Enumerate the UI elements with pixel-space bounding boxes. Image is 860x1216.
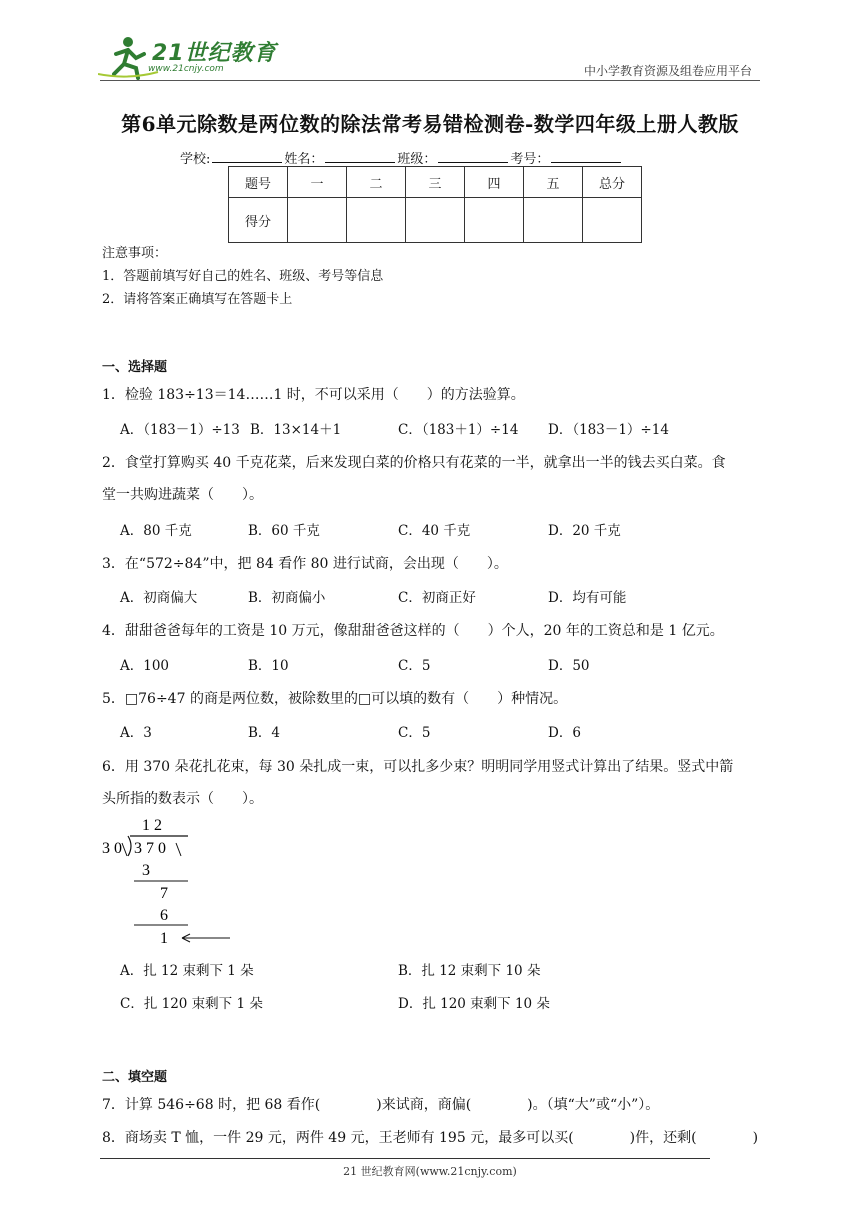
score-header-cell: 五 [524, 167, 583, 198]
score-cell[interactable] [288, 198, 347, 243]
division-quotient: 1 2 [142, 817, 162, 834]
class-label: 班级： [397, 152, 437, 167]
question-6-stem-line2: 头所指的数表示（ ）。 [102, 791, 263, 807]
division-step3: 6 [160, 907, 168, 924]
footer-divider [100, 1158, 710, 1159]
name-blank[interactable] [325, 150, 395, 163]
score-header-cell: 三 [406, 167, 465, 198]
logo-url: www.21cnjy.com [148, 64, 224, 74]
name-label: 姓名： [284, 152, 324, 167]
question-7-stem: 7．计算 546÷68 时，把 68 看作( )来试商，商偏( )。（填“大”或“小”）。 [102, 1097, 660, 1113]
exam-no-label: 考号： [510, 152, 550, 167]
header-divider [100, 80, 760, 81]
division-dividend: 3 7 0 [134, 840, 166, 857]
school-label: 学校: [180, 152, 211, 167]
section-heading-fill: 二、填空题 [102, 1070, 168, 1085]
division-step1: 3 [142, 862, 150, 879]
question-3-option-b[interactable]: B．初商偏小 [248, 590, 326, 606]
score-header-cell: 总分 [583, 167, 642, 198]
question-4-option-c[interactable]: C．5 [398, 658, 431, 674]
student-info-line [180, 148, 623, 167]
question-3-stem: 3．在“572÷84”中，把 84 看作 80 进行试商，会出现（ ）。 [102, 556, 508, 572]
question-2-option-c[interactable]: C．40 千克 [398, 523, 471, 539]
dividend-zero-strike [176, 843, 181, 856]
page-title: 第6单元除数是两位数的除法常考易错检测卷-数学四年级上册人教版 [121, 112, 739, 136]
question-2-option-d[interactable]: D．20 千克 [548, 523, 621, 539]
question-1-option-d[interactable]: D．（183－1）÷14 [548, 422, 669, 438]
question-1-option-a[interactable]: A．（183－1）÷13 [120, 422, 240, 438]
question-3-option-a[interactable]: A．初商偏大 [120, 590, 198, 606]
division-step2: 7 [160, 885, 168, 902]
score-cell[interactable] [583, 198, 642, 243]
notes-item: 1．答题前填写好自己的姓名、班级、考号等信息 [102, 269, 384, 284]
score-cell[interactable] [406, 198, 465, 243]
question-1-option-c[interactable]: C．（183＋1）÷14 [398, 422, 519, 438]
score-table-header-row [229, 167, 642, 198]
score-cell[interactable] [347, 198, 406, 243]
score-header-cell: 一 [288, 167, 347, 198]
question-1-option-b[interactable]: B．13×14＋1 [250, 422, 342, 438]
question-3-option-c[interactable]: C．初商正好 [398, 590, 476, 606]
question-2-stem-line2: 堂一共购进蔬菜（ ）。 [102, 487, 263, 503]
question-6-option-d[interactable]: D．扎 120 束剩下 10 朵 [398, 996, 550, 1012]
question-4-option-d[interactable]: D．50 [548, 658, 590, 674]
question-6-stem-line1: 6．用 370 朵花扎花束，每 30 朵扎成一束，可以扎多少束？明明同学用竖式计算出了结果。竖式中箭 [102, 759, 734, 775]
division-remainder: 1 [160, 930, 168, 947]
question-4-option-b[interactable]: B．10 [248, 658, 289, 674]
score-header-cell: 四 [465, 167, 524, 198]
exam-no-blank[interactable] [551, 150, 621, 163]
question-5-option-c[interactable]: C．5 [398, 725, 431, 741]
score-table-score-row [229, 198, 642, 243]
notes-block [102, 242, 383, 311]
divisor-zero-strike [122, 843, 127, 856]
school-blank[interactable] [212, 150, 282, 163]
question-6-option-c[interactable]: C．扎 120 束剩下 1 朵 [120, 996, 263, 1012]
notes-title: 注意事项： [102, 246, 168, 261]
question-2-option-a[interactable]: A．80 千克 [120, 523, 192, 539]
division-divisor: 3 0 [102, 840, 122, 857]
question-8-stem: 8．商场卖 T 恤，一件 29 元，两件 49 元，王老师有 195 元，最多可以买( )件，还剩( ) [102, 1130, 759, 1146]
logo-text: 21世纪教育 [152, 41, 277, 66]
score-table [228, 166, 642, 243]
section-heading-choice: 一、选择题 [102, 360, 168, 375]
class-blank[interactable] [438, 150, 508, 163]
question-2-option-b[interactable]: B．60 千克 [248, 523, 320, 539]
question-5-option-d[interactable]: D．6 [548, 725, 581, 741]
division-bracket [128, 836, 131, 856]
header-platform-text: 中小学教育资源及组卷应用平台 [583, 64, 752, 78]
score-row-label: 得分 [229, 198, 288, 243]
question-6-option-a[interactable]: A．扎 12 束剩下 1 朵 [120, 963, 254, 979]
question-2-stem-line1: 2．食堂打算购买 40 千克花菜，后来发现白菜的价格只有花菜的一半，就拿出一半的钱去买白菜。食 [102, 455, 726, 471]
question-5-option-b[interactable]: B．4 [248, 725, 281, 741]
long-division-figure [100, 812, 240, 947]
score-cell[interactable] [524, 198, 583, 243]
question-3-option-d[interactable]: D．均有可能 [548, 590, 627, 606]
score-header-cell: 二 [347, 167, 406, 198]
question-5-option-a[interactable]: A．3 [120, 725, 152, 741]
question-1-stem: 1．检验 183÷13＝14……1 时，不可以采用（ ）的方法验算。 [102, 387, 525, 403]
score-cell[interactable] [465, 198, 524, 243]
question-5-stem: 5．□76÷47 的商是两位数，被除数里的□可以填的数有（ ）种情况。 [102, 691, 568, 707]
footer-text: 21 世纪教育网(www.21cnjy.com) [343, 1165, 517, 1178]
question-4-option-a[interactable]: A．100 [120, 658, 170, 674]
question-4-stem: 4．甜甜爸爸每年的工资是 10 万元，像甜甜爸爸这样的（ ）个人，20 年的工资总和是 1 亿元。 [102, 623, 724, 639]
score-header-cell: 题号 [229, 167, 288, 198]
question-6-option-b[interactable]: B．扎 12 束剩下 10 朵 [398, 963, 541, 979]
notes-item: 2．请将答案正确填写在答题卡上 [102, 292, 293, 307]
